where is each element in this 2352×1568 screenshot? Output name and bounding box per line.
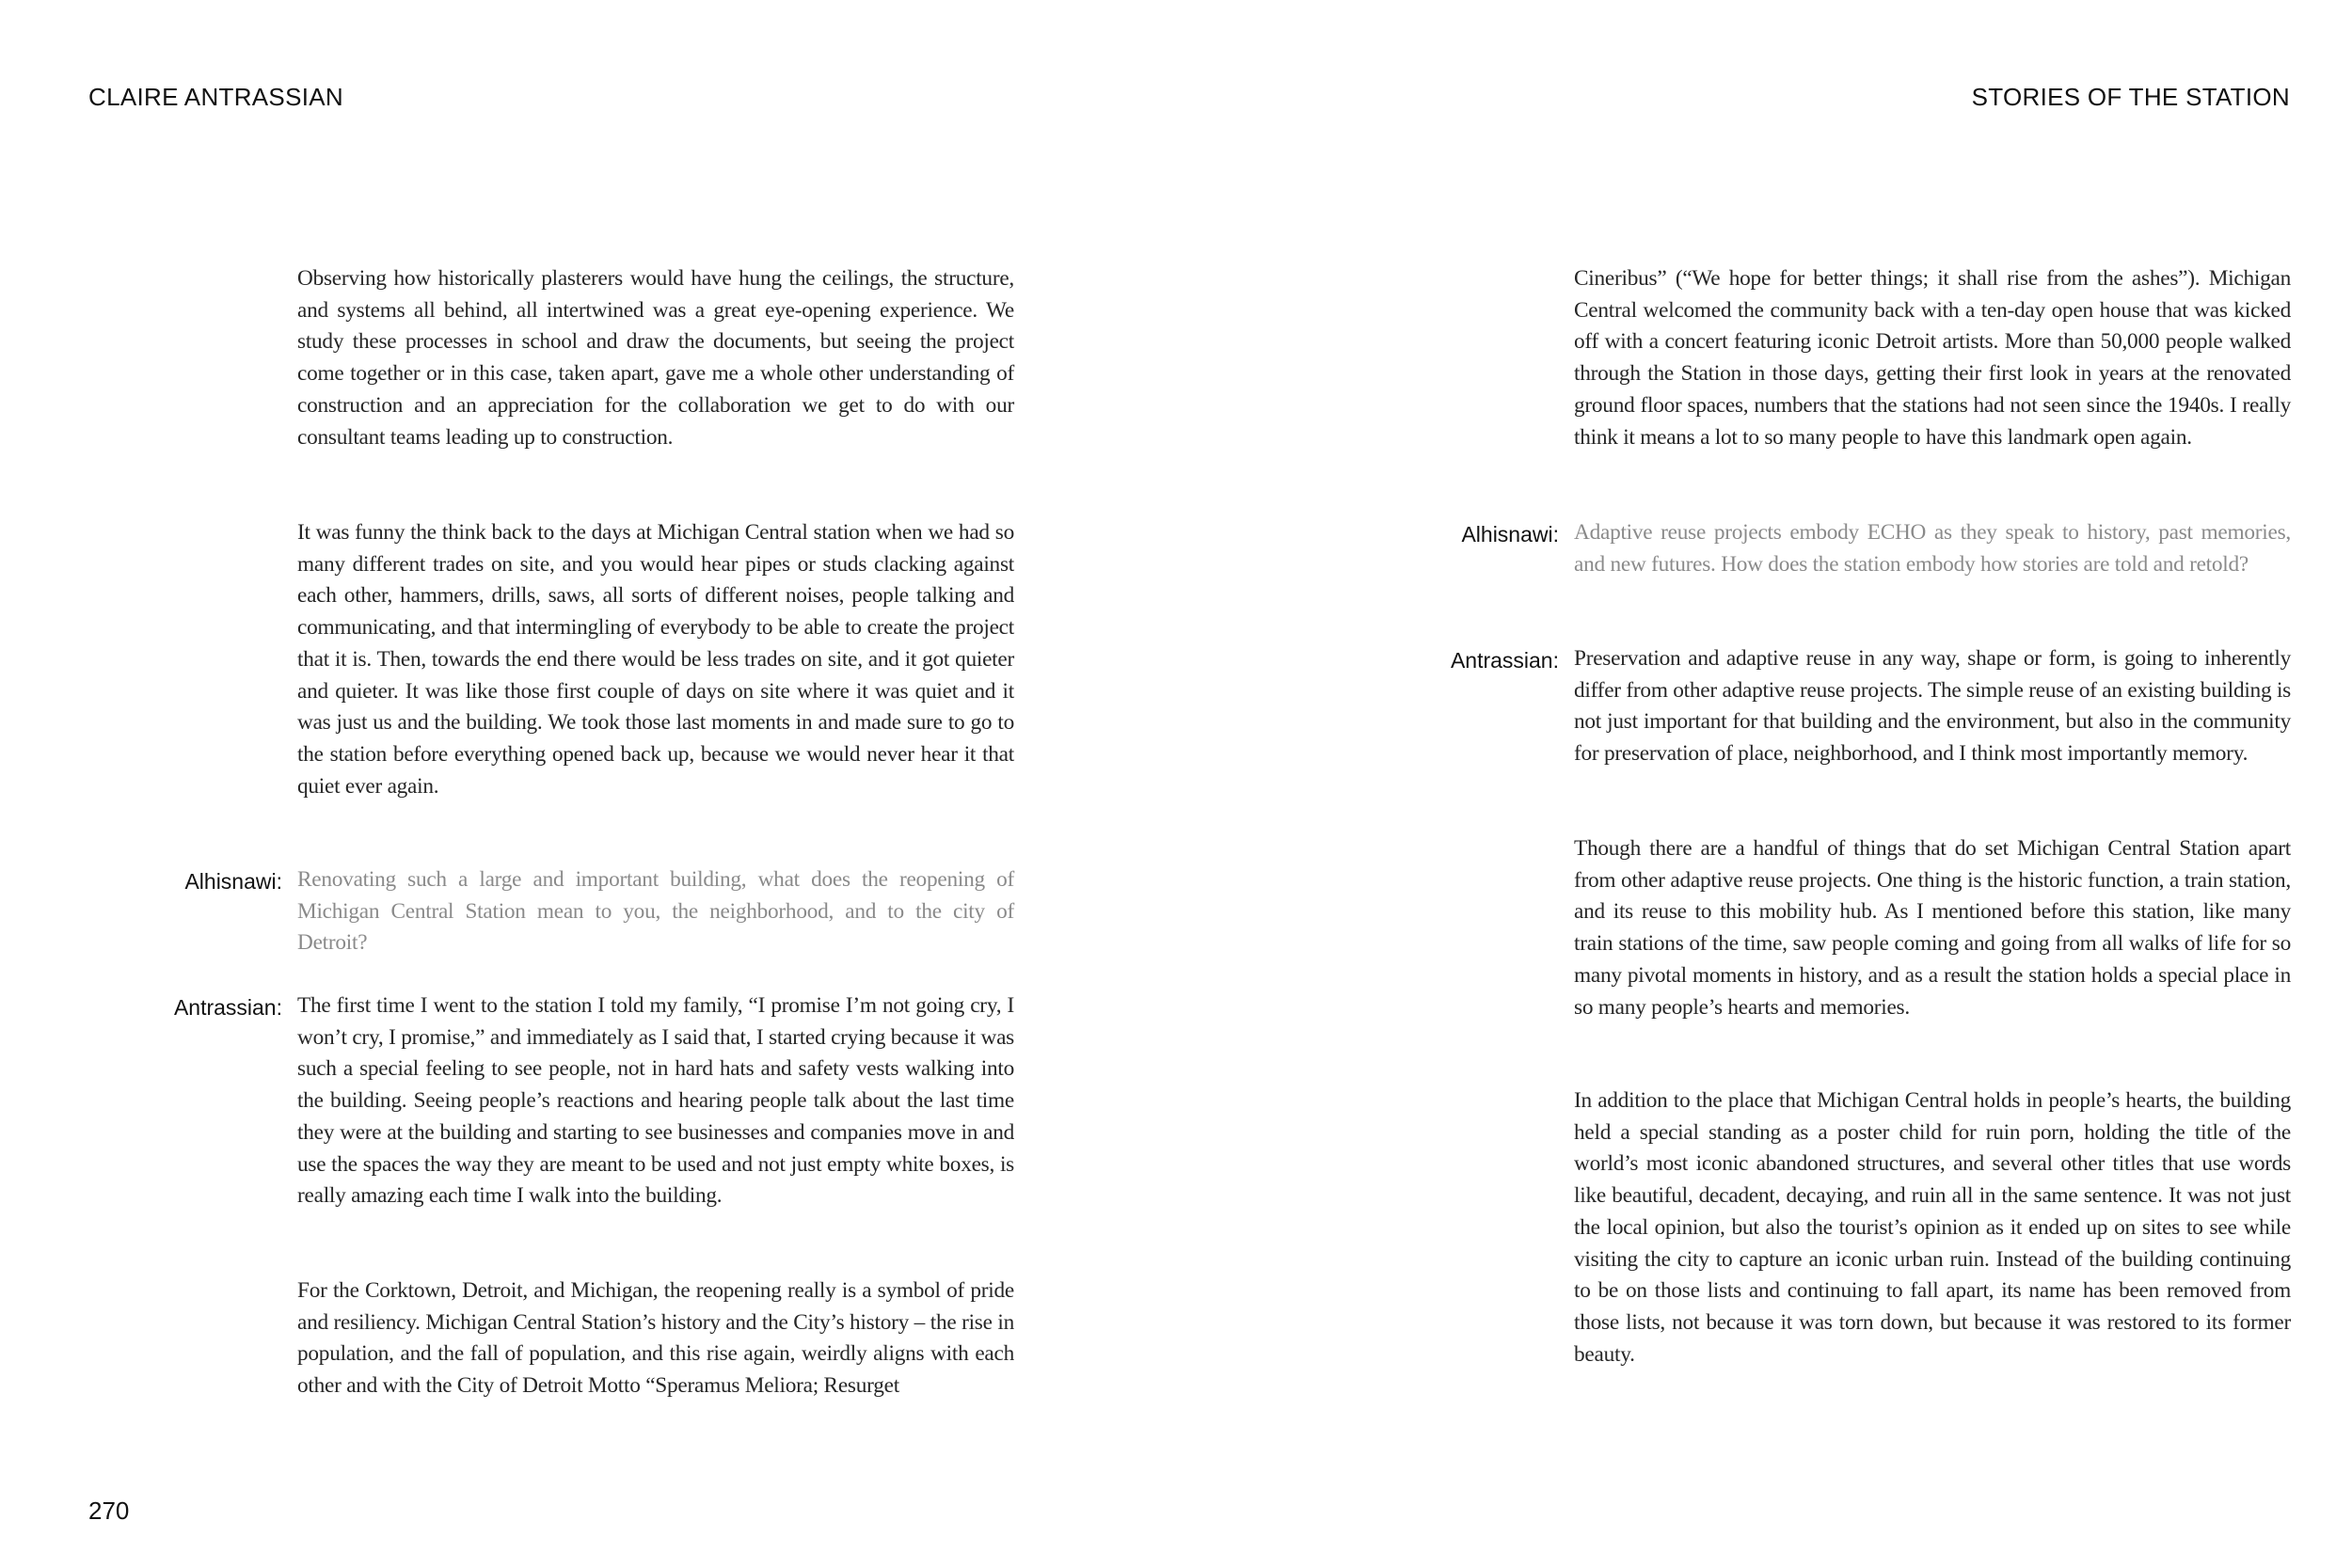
question-text: Renovating such a large and important building, what does the reopening of Michigan Central Station mean to you, the neighborhood, and to the city of Detroit? xyxy=(297,867,1014,956)
answer-text: Preservation and adaptive reuse in any way, shape or form, is going to inherently differ from other adaptive reuse projects. The simple reuse of an existing building is not just important for that building and the environment, but also in the community for preservation of place, neighborhood, and I think most importantly memory. xyxy=(1574,646,2291,767)
running-head-title: STORIES OF THE STATION xyxy=(1971,83,2290,111)
left-paragraph-1 xyxy=(297,263,1014,453)
right-paragraph-5 xyxy=(1574,1085,2291,1370)
right-paragraph-4 xyxy=(1574,833,2291,1023)
paragraph-text: In addition to the place that Michigan Central holds in people’s hearts, the building held a special standing as a poster child for ruin porn, holding the title of the world’s most iconic abandoned structures, and several other titles that use words like beautiful, decadent, decaying, and ruin all in the same sentence. It was not just the local opinion, but also the tourist’s opinion as it ended up on sites to see while visiting the city to capture an iconic urban ruin. Instead of the building continuing to be on those lists and continuing to fall apart, its name has been removed from those lists, not because it was torn down, but because it was restored to its former beauty. xyxy=(1574,1088,2291,1367)
paragraph-text: Cineribus” (“We hope for better things; it shall rise from the ashes”). Michigan Central welcomed the community back with a ten-day open house that was kicked off with a concert featuring iconic Detroit artists. More than 50,000 people walked through the Station in those days, getting their first look in years at the renovated ground floor spaces, numbers that the stations had not seen since the 1940s. I really think it means a lot to so many people to have this landmark open again. xyxy=(1574,266,2291,450)
right-interview-answer xyxy=(1450,643,2291,770)
speaker-label: Antrassian: xyxy=(173,995,282,1020)
right-interview-question xyxy=(1461,517,2291,580)
left-paragraph-5 xyxy=(297,1275,1014,1402)
running-head-author: CLAIRE ANTRASSIAN xyxy=(88,83,343,111)
paragraph-text: It was funny the think back to the days at Michigan Central station when we had so many different trades on site, and you would hear pipes or studs clacking against each other, hammers, drills, saws, all sorts of different noises, people talking and communicating, and that intermingling of everybody to be able to create the project that it is. Then, towards the end there would be less trades on site, and it got quieter and quieter. It was like those first couple of days on site where it was quiet and it was just us and the building. We took those last moments in and made sure to go to the station before everything opened back up, because we would never hear it that quiet ever again. xyxy=(297,520,1014,799)
paragraph-text: For the Corktown, Detroit, and Michigan, the reopening really is a symbol of pride and resiliency. Michigan Central Station’s history and the City’s history – the rise in population, and the fall of population, and this rise again, weirdly aligns with each other and with the City of Detroit Motto “Speramus Meliora; Resurget xyxy=(297,1278,1014,1399)
paragraph-text: Though there are a handful of things that do set Michigan Central Station apart from other adaptive reuse projects. One thing is the historic function, a train station, and its reuse to this mobility hub. As I mentioned before this station, like many train stations of the time, saw people coming and going from all walks of life for so many pivotal moments in history, and as a result the station holds a special place in so many people’s hearts and memories. xyxy=(1574,836,2291,1020)
left-interview-question xyxy=(184,864,1014,959)
question-text: Adaptive reuse projects embody ECHO as they speak to history, past memories, and new futures. How does the station embody how stories are told and retold? xyxy=(1574,520,2291,577)
speaker-label: Alhisnawi: xyxy=(184,869,282,894)
answer-text: The first time I went to the station I told my family, “I promise I’m not going cry, I won’t cry, I promise,” and immediately as I said that, I started crying because it was such a special feeling to see people, not in hard hats and safety vests walking into the building. Seeing people’s reactions and hearing people talk about the last time they were at the building and starting to see businesses and companies move in and use the spaces the way they are meant to be used and not just empty white boxes, is really amazing each time I walk into the building. xyxy=(297,993,1014,1209)
paragraph-text: Observing how historically plasterers would have hung the ceilings, the structure, and systems all behind, all intertwined was a great eye-opening experience. We study these processes in school and draw the documents, but seeing the project come together or in this case, taken apart, gave me a whole other understanding of construction and an appreciation for the collaboration we get to do with our consultant teams leading up to construction. xyxy=(297,266,1014,450)
left-paragraph-2 xyxy=(297,517,1014,802)
speaker-label: Alhisnawi: xyxy=(1461,522,1559,546)
right-paragraph-1 xyxy=(1574,263,2291,453)
page-number: 270 xyxy=(88,1497,130,1525)
left-interview-answer xyxy=(173,990,1014,1212)
speaker-label: Antrassian: xyxy=(1450,648,1559,673)
